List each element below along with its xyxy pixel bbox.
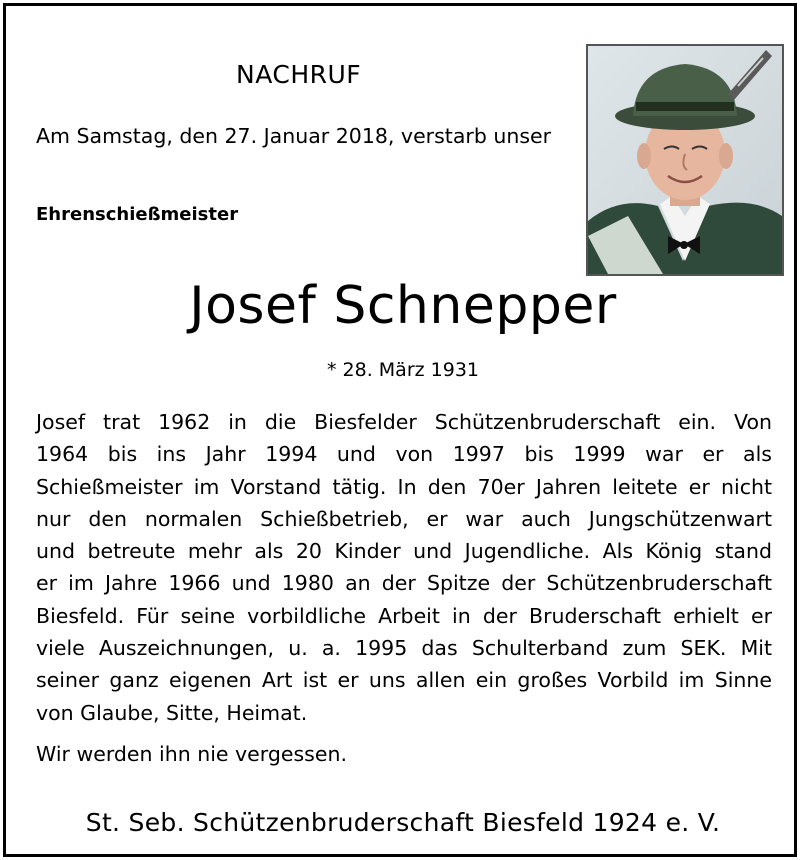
birth-date: * 28. März 1931 [326,359,479,381]
intro-text: Am Samstag, den 27. Januar 2018, verstarb unser [36,124,552,148]
bio-line: Schießmeister im Vorstand tätig. In den 70er Jahren leitete er nicht [36,474,772,499]
closing-line: Wir werden ihn nie vergessen. [36,742,347,766]
deceased-name: Josef Schnepper [189,276,617,336]
bio-line: und betreute mehr als 20 Kinder und Jugendliche. Als König stand [36,539,772,564]
bio-line: 1964 bis ins Jahr 1994 und von 1997 bis 1999 war er als [36,442,772,467]
bio-line: von Glaube, Sitte, Heimat. [36,700,308,725]
bio-line: Josef trat 1962 in die Biesfelder Schützenbruderschaft ein. Von [36,410,772,434]
bio-line: viele Auszeichnungen, u. a. 1995 das Schulterband zum SEK. Mit [36,636,772,661]
obituary-notice [3,3,797,857]
bio-line: nur den normalen Schießbetrieb, er war auch Jungschützenwart [36,506,772,531]
biography-text [36,406,772,729]
bio-line: seiner ganz eigenen Art ist er uns allen ein großes Vorbild im Sinne [36,668,772,693]
bio-line: Biesfeld. Für seine vorbildliche Arbeit in der Bruderschaft erhielt er [36,603,772,628]
signature-organization: St. Seb. Schützenbruderschaft Biesfeld 1924 e. V. [85,808,721,837]
notice-heading: NACHRUF [236,60,362,89]
honor-title: Ehrenschießmeister [36,204,239,225]
bio-line: er im Jahre 1966 und 1980 an der Spitze der Schützenbruderschaft [36,571,772,596]
portrait-illustration [588,46,782,274]
portrait-photo [586,44,784,276]
